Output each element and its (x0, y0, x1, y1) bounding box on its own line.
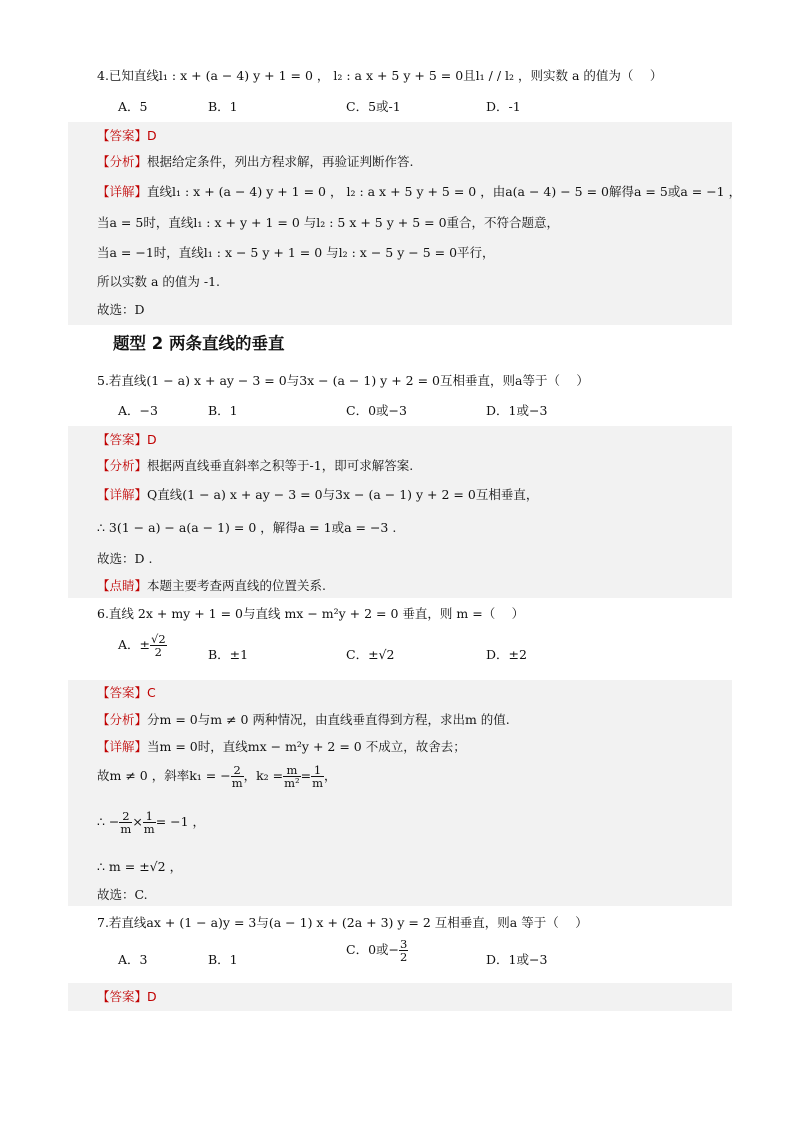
q6-option-d: D．±2 (486, 647, 527, 662)
q5-option-c: C．0或−3 (346, 403, 407, 418)
q5-analysis: 【分析】根据两直线垂直斜率之积等于-1，即可求解答案. (97, 458, 414, 473)
q5-conclusion: 故选：D . (97, 551, 153, 566)
q6-option-c: C．±√2 (346, 647, 395, 662)
q5-answer: 【答案】D (97, 432, 157, 447)
q5-option-a: A．−3 (118, 403, 158, 418)
q6-option-a: A．± $\frac{√2}{2}$ (118, 632, 166, 660)
q6-detail-3: ∴ − $\frac{2}{m}$ × $\frac{1}{m}$ = −1 ， (97, 809, 206, 837)
q6-option-a-numerator: √2 (151, 632, 166, 646)
q5-detail-1: 【详解】Q直线(1 − a) x + ay − 3 = 0与3x − (a − 1) y + 2 = 0互相垂直， (97, 487, 539, 502)
q6-analysis: 【分析】分m = 0与m ≠ 0 两种情况，由直线垂直得到方程，求出m 的值. (97, 712, 510, 727)
q4-analysis: 【分析】根据给定条件，列出方程求解，再验证判断作答. (97, 154, 414, 169)
q6-option-a-denominator: 2 (154, 645, 162, 660)
q7-option-c-numerator: 3 (400, 937, 408, 951)
q5-stem: 5.若直线(1 − a) x + ay − 3 = 0与3x − (a − 1) y + 2 = 0互相垂直，则a等于（ ） (97, 373, 589, 388)
q4-stem: 4.已知直线l₁ : x + (a − 4) y + 1 = 0 ， l₂ : a x + 5 y + 5 = 0且l₁ / / l₂ ，则实数 a 的值为（ ） (97, 68, 663, 83)
q6-conclusion: 故选：C. (97, 887, 148, 902)
q7-option-c-denominator: 2 (400, 950, 408, 965)
q6-detail-4: ∴ m = ±√2 ， (97, 859, 183, 874)
section-heading: 题型 2 两条直线的垂直 (113, 334, 285, 353)
q7-option-a: A．3 (118, 952, 148, 967)
q4-detail-4: 所以实数 a 的值为 -1. (97, 274, 221, 289)
q4-detail-2: 当a = 5时，直线l₁ : x + y + 1 = 0 与l₂ : 5 x + 5 y + 5 = 0重合，不符合题意， (97, 215, 560, 230)
q5-detail-2: ∴ 3(1 − a) − a(a − 1) = 0 ，解得a = 1或a = −3 . (97, 520, 397, 535)
q4-option-a: A．5 (118, 99, 148, 114)
q4-detail-3: 当a = −1时，直线l₁ : x − 5 y + 1 = 0 与l₂ : x − 5 y − 5 = 0平行， (97, 245, 495, 260)
q7-option-b: B．1 (208, 952, 238, 967)
q6-option-b: B．±1 (208, 647, 249, 662)
q4-answer: 【答案】D (97, 128, 157, 143)
q7-solution-panel (68, 983, 732, 1011)
q4-option-d: D．-1 (486, 99, 521, 114)
q6-stem: 6.直线 2x + my + 1 = 0与直线 mx − m²y + 2 = 0 垂直，则 m =（ ） (97, 606, 525, 621)
q7-option-c: C．0或− $\frac{3}{2}$ (346, 937, 408, 965)
q7-answer: 【答案】D (97, 989, 157, 1004)
q4-conclusion: 故选：D (97, 302, 145, 317)
q4-detail-1: 【详解】直线l₁ : x + (a − 4) y + 1 = 0 ， l₂ : a x + 5 y + 5 = 0 ，由a(a − 4) − 5 = 0解得a = 5或a = −1 ， (97, 184, 742, 199)
q5-solution-panel (68, 426, 732, 598)
q6-detail-2: 故m ≠ 0 ，斜率k₁ = − $\frac{2}{m}$ ，k₂ = $\frac{m}{\text{m²}}$ = $\frac{1}{m}$ ， (97, 763, 337, 791)
q4-option-c: C．5或-1 (346, 99, 401, 114)
q7-stem: 7.若直线ax + (1 − a)y = 3与(a − 1) x + (2a + 3) y = 2 互相垂直，则a 等于（ ） (97, 915, 588, 930)
q5-option-b: B．1 (208, 403, 238, 418)
q5-option-d: D．1或−3 (486, 403, 548, 418)
q5-comment: 【点睛】本题主要考查两直线的位置关系. (97, 578, 326, 593)
q4-option-b: B．1 (208, 99, 238, 114)
q6-detail-1: 【详解】当m = 0时，直线mx − m²y + 2 = 0 不成立，故舍去； (97, 739, 466, 754)
q7-option-d: D．1或−3 (486, 952, 548, 967)
q6-answer: 【答案】C (97, 685, 156, 700)
